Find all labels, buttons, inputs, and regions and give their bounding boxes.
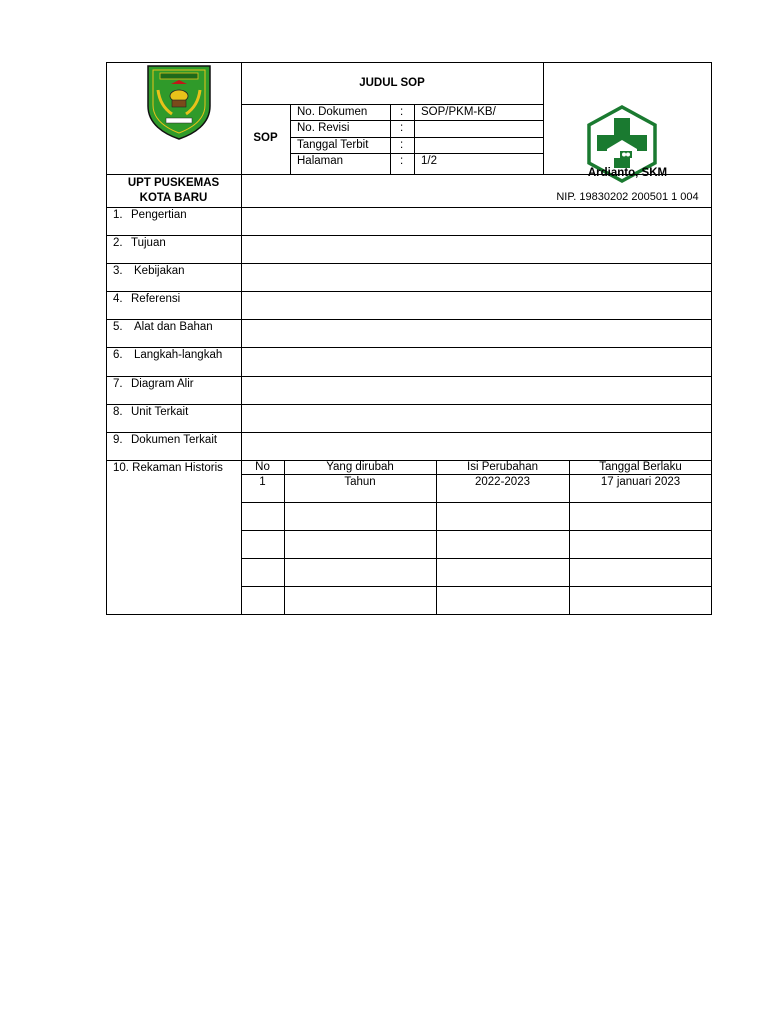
divider <box>106 319 712 320</box>
divider <box>106 263 712 264</box>
section-7-number: 7. <box>113 378 123 390</box>
issue-date-sep: : <box>400 139 404 151</box>
revision-label: No. Revisi <box>297 122 350 134</box>
section-3-label: Kebijakan <box>134 265 185 277</box>
section-7-label: Diagram Alir <box>131 378 194 390</box>
history-row-1-content: 2022-2023 <box>475 476 530 488</box>
doc-number-sep: : <box>400 106 404 118</box>
history-header-date: Tanggal Berlaku <box>599 461 682 473</box>
section-4-label: Referensi <box>131 293 181 305</box>
section-8-label: Unit Terkait <box>131 406 189 418</box>
divider <box>241 530 712 531</box>
regional-emblem-logo <box>144 64 214 145</box>
history-row-1-date: 17 januari 2023 <box>600 476 681 488</box>
divider <box>390 104 391 174</box>
section-4-number: 4. <box>113 293 123 305</box>
divider <box>106 207 712 208</box>
page-sep: : <box>400 155 404 167</box>
section-8-number: 8. <box>113 406 123 418</box>
section-9-label: Dokumen Terkait <box>131 434 218 446</box>
divider <box>106 235 712 236</box>
history-header-changed: Yang dirubah <box>326 461 394 473</box>
section-1-number: 1. <box>113 209 123 221</box>
organization-line-2: KOTA BARU <box>139 192 208 204</box>
signer-nip: NIP. 19830202 200501 1 004 <box>556 191 699 203</box>
doc-number-label: No. Dokumen <box>297 106 368 118</box>
page-label: Halaman <box>297 155 344 167</box>
section-5-number: 5. <box>113 321 123 333</box>
document-title: JUDUL SOP <box>359 77 425 89</box>
divider <box>241 474 712 475</box>
divider <box>543 62 544 174</box>
divider <box>106 291 712 292</box>
divider <box>290 104 291 174</box>
history-header-content: Isi Perubahan <box>467 461 538 473</box>
issue-date-label: Tanggal Terbit <box>297 139 369 151</box>
divider <box>543 174 712 175</box>
divider <box>241 558 712 559</box>
history-label: 10. Rekaman Historis <box>113 462 223 474</box>
section-2-number: 2. <box>113 237 123 249</box>
section-9-number: 9. <box>113 434 123 446</box>
section-6-number: 6. <box>113 349 123 361</box>
divider <box>290 137 543 138</box>
divider <box>106 432 712 433</box>
history-row-1-no: 1 <box>259 476 266 488</box>
page-value: 1/2 <box>421 155 437 167</box>
doc-number-value: SOP/PKM-KB/ <box>421 106 496 118</box>
divider <box>241 104 543 105</box>
divider <box>106 347 712 348</box>
section-1-label: Pengertian <box>131 209 187 221</box>
history-row-1-changed: Tahun <box>344 476 376 488</box>
section-2-label: Tujuan <box>131 237 166 249</box>
divider <box>290 153 543 154</box>
divider <box>241 586 712 587</box>
divider <box>414 104 415 174</box>
divider <box>290 120 543 121</box>
signer-name: Ardianto, SKM <box>587 167 668 179</box>
divider <box>106 404 712 405</box>
history-header-no: No <box>255 461 270 473</box>
section-3-number: 3. <box>113 265 123 277</box>
organization-line-1: UPT PUSKEMAS <box>127 177 220 189</box>
divider <box>241 502 712 503</box>
divider <box>106 376 712 377</box>
signer-block <box>544 167 711 207</box>
revision-sep: : <box>400 122 404 134</box>
organization-name <box>106 176 241 206</box>
section-5-label: Alat dan Bahan <box>134 321 213 333</box>
section-6-label: Langkah-langkah <box>134 349 223 361</box>
sop-label: SOP <box>253 132 278 144</box>
